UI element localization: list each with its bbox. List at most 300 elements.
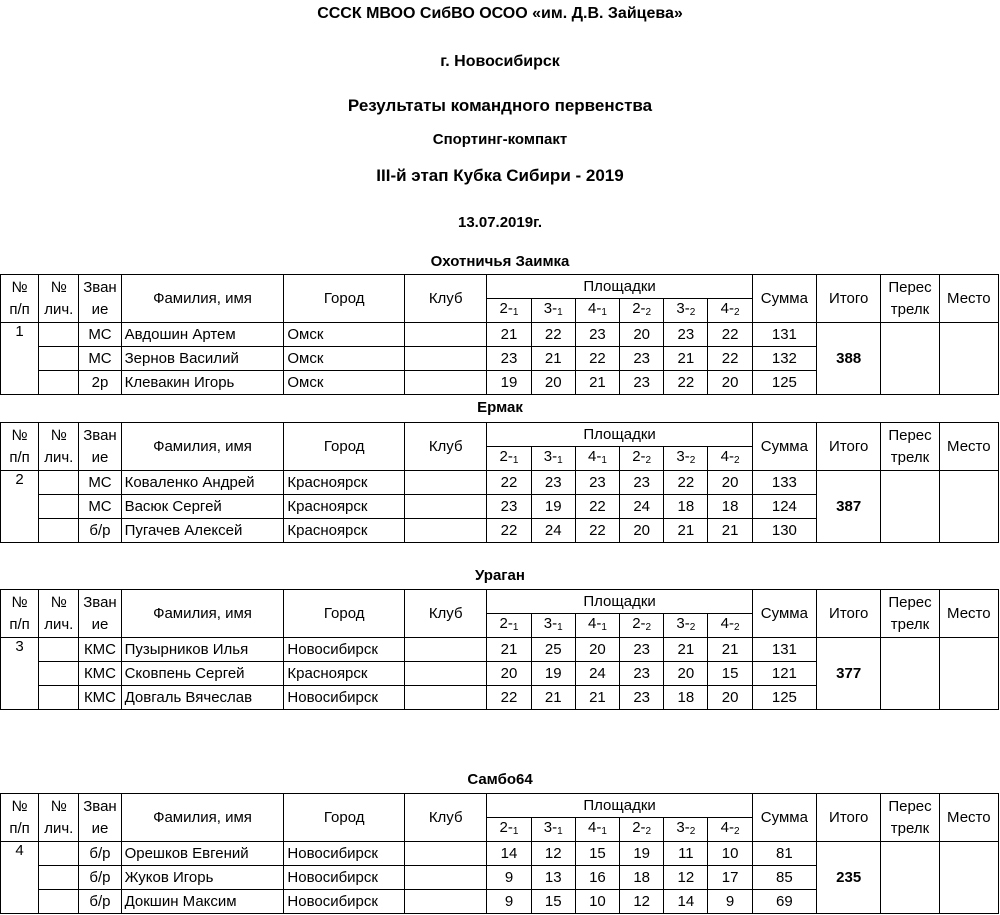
header-line: п/п xyxy=(9,448,30,466)
site-score: 22 xyxy=(664,371,708,395)
site-score: 18 xyxy=(664,495,708,519)
site-label-main: 3- xyxy=(543,299,558,317)
col-sum-header: Сумма xyxy=(752,275,816,323)
site-score: 19 xyxy=(531,662,575,686)
site-label-header xyxy=(487,299,531,323)
site-score: 17 xyxy=(708,866,752,890)
shooter-sum: 130 xyxy=(752,519,816,543)
site-label-sub: 2 xyxy=(689,306,696,318)
col-city-header: Город xyxy=(284,275,405,323)
site-label-sub: 2 xyxy=(733,825,740,837)
site-score: 22 xyxy=(575,519,619,543)
site-score: 24 xyxy=(531,519,575,543)
col-shootoff-header xyxy=(881,275,939,323)
col-place-header: Место xyxy=(939,794,998,842)
site-score: 18 xyxy=(708,495,752,519)
team-name: Ураган xyxy=(475,567,525,584)
header-line: трелк xyxy=(890,615,930,633)
shooter-name: Коваленко Андрей xyxy=(121,471,284,495)
col-num-header xyxy=(1,423,39,471)
site-label-main: 4- xyxy=(587,299,602,317)
place xyxy=(939,471,998,543)
site-score: 15 xyxy=(708,662,752,686)
site-score: 21 xyxy=(708,638,752,662)
header-line: Перес xyxy=(888,278,932,296)
col-sum-header: Сумма xyxy=(752,423,816,471)
site-score: 18 xyxy=(620,866,664,890)
header-line: Перес xyxy=(888,426,932,444)
site-label-header xyxy=(575,447,619,471)
header-line: № xyxy=(11,797,28,815)
site-label-main: 4- xyxy=(720,299,734,317)
site-score: 20 xyxy=(620,519,664,543)
site-label-sub: 2 xyxy=(645,621,652,633)
site-label-main: 2- xyxy=(632,447,646,465)
header-line: ие xyxy=(91,615,109,633)
shooter-city: Красноярск xyxy=(284,495,405,519)
site-label-sub: 1 xyxy=(557,306,563,318)
team-number: 1 xyxy=(1,323,39,395)
personal-number xyxy=(39,519,79,543)
site-label-sub: 1 xyxy=(512,621,519,633)
site-score: 16 xyxy=(575,866,619,890)
site-score: 22 xyxy=(487,519,531,543)
site-score: 12 xyxy=(620,890,664,914)
col-name-header: Фамилия, имя xyxy=(121,423,284,471)
site-score: 20 xyxy=(487,662,531,686)
site-score: 23 xyxy=(620,371,664,395)
col-sum-header: Сумма xyxy=(752,794,816,842)
col-place-header: Место xyxy=(939,275,998,323)
col-city-header: Город xyxy=(284,590,405,638)
shooter-sum: 121 xyxy=(752,662,816,686)
site-label-sub: 2 xyxy=(689,825,696,837)
header-line: Перес xyxy=(888,593,932,611)
shootoff xyxy=(881,323,939,395)
shooter-rank: МС xyxy=(79,347,121,371)
shooter-rank: КМС xyxy=(79,662,121,686)
shooter-sum: 132 xyxy=(752,347,816,371)
col-num-header xyxy=(1,794,39,842)
shooter-name: Пугачев Алексей xyxy=(121,519,284,543)
site-score: 11 xyxy=(664,842,708,866)
personal-number xyxy=(39,495,79,519)
shooter-city: Новосибирск xyxy=(284,638,405,662)
site-label-sub: 2 xyxy=(733,454,740,466)
shooter-sum: 125 xyxy=(752,371,816,395)
header-line: п/п xyxy=(9,300,30,318)
team-results-table xyxy=(0,422,999,543)
header-line: № xyxy=(11,278,28,296)
personal-number xyxy=(39,471,79,495)
site-score: 21 xyxy=(664,347,708,371)
col-rank-header: Звание xyxy=(79,275,121,323)
col-total-header: Итого xyxy=(817,275,881,323)
site-score: 21 xyxy=(664,519,708,543)
site-label-header xyxy=(575,299,619,323)
site-label-main: 2- xyxy=(632,818,646,836)
site-label-sub: 2 xyxy=(645,306,652,318)
shooter-club xyxy=(404,890,486,914)
site-label-header xyxy=(708,299,752,323)
personal-number xyxy=(39,662,79,686)
site-score: 24 xyxy=(575,662,619,686)
event-date: 13.07.2019г. xyxy=(458,214,542,231)
shooter-city: Новосибирск xyxy=(284,842,405,866)
site-score: 20 xyxy=(531,371,575,395)
site-score: 21 xyxy=(575,371,619,395)
shooter-name: Васюк Сергей xyxy=(121,495,284,519)
site-label-sub: 1 xyxy=(557,621,563,633)
site-score: 21 xyxy=(708,519,752,543)
shooter-city: Красноярск xyxy=(284,471,405,495)
team-number: 3 xyxy=(1,638,39,710)
shooter-name: Жуков Игорь xyxy=(121,866,284,890)
site-label-main: 4- xyxy=(587,614,602,632)
site-score: 10 xyxy=(575,890,619,914)
site-label-header xyxy=(664,818,708,842)
col-city-header: Город xyxy=(284,423,405,471)
shooter-name: Довгаль Вячеслав xyxy=(121,686,284,710)
table-row xyxy=(1,471,999,495)
header-line: Зван xyxy=(83,797,117,815)
site-score: 22 xyxy=(708,323,752,347)
header-line: Перес xyxy=(888,797,932,815)
site-score: 23 xyxy=(487,347,531,371)
site-label-sub: 1 xyxy=(601,825,607,837)
col-personal-header xyxy=(39,794,79,842)
site-score: 9 xyxy=(708,890,752,914)
col-total-header: Итого xyxy=(817,423,881,471)
col-num-header xyxy=(1,590,39,638)
site-score: 23 xyxy=(620,638,664,662)
col-personal-header xyxy=(39,423,79,471)
site-score: 15 xyxy=(531,890,575,914)
shooter-sum: 85 xyxy=(752,866,816,890)
site-label-sub: 2 xyxy=(689,454,696,466)
personal-number xyxy=(39,866,79,890)
shooter-sum: 133 xyxy=(752,471,816,495)
table-header-row xyxy=(1,590,999,614)
site-label-main: 4- xyxy=(587,818,602,836)
col-sites-header: Площадки xyxy=(487,423,752,447)
site-score: 19 xyxy=(531,495,575,519)
header-line: п/п xyxy=(9,615,30,633)
site-label-main: 3- xyxy=(676,614,690,632)
site-score: 20 xyxy=(708,686,752,710)
site-label-main: 3- xyxy=(676,447,690,465)
header-line: лич. xyxy=(44,615,74,633)
col-shootoff-header xyxy=(881,794,939,842)
site-label-main: 4- xyxy=(720,614,734,632)
shootoff xyxy=(881,471,939,543)
table-row xyxy=(1,842,999,866)
header-line: № xyxy=(50,426,67,444)
col-sites-header: Площадки xyxy=(487,590,752,614)
site-label-header xyxy=(708,447,752,471)
header-line: ие xyxy=(91,819,109,837)
site-label-main: 4- xyxy=(587,447,602,465)
col-name-header: Фамилия, имя xyxy=(121,794,284,842)
site-label-sub: 1 xyxy=(557,825,563,837)
team-number: 2 xyxy=(1,471,39,543)
table-row xyxy=(1,323,999,347)
shooter-city: Омск xyxy=(284,347,405,371)
city-title: г. Новосибирск xyxy=(440,53,560,70)
col-place-header: Место xyxy=(939,590,998,638)
shooter-rank: б/р xyxy=(79,890,121,914)
site-score: 25 xyxy=(531,638,575,662)
site-score: 23 xyxy=(575,323,619,347)
site-score: 22 xyxy=(664,471,708,495)
shooter-club xyxy=(404,347,486,371)
site-score: 23 xyxy=(620,686,664,710)
table-header-row xyxy=(1,275,999,299)
site-score: 18 xyxy=(664,686,708,710)
personal-number xyxy=(39,347,79,371)
site-label-main: 2- xyxy=(499,818,513,836)
header-line: ие xyxy=(91,448,109,466)
col-city-header: Город xyxy=(284,794,405,842)
site-label-header xyxy=(620,299,664,323)
site-score: 22 xyxy=(575,495,619,519)
site-label-header xyxy=(531,818,575,842)
team-results-table xyxy=(0,274,999,395)
team-name: Ермак xyxy=(477,399,523,416)
site-label-main: 3- xyxy=(543,818,558,836)
site-score: 20 xyxy=(708,471,752,495)
site-score: 21 xyxy=(487,638,531,662)
site-score: 10 xyxy=(708,842,752,866)
site-score: 14 xyxy=(487,842,531,866)
shootoff xyxy=(881,638,939,710)
shooter-club xyxy=(404,638,486,662)
shooter-sum: 131 xyxy=(752,638,816,662)
site-score: 21 xyxy=(531,686,575,710)
site-score: 19 xyxy=(620,842,664,866)
table-header-row xyxy=(1,794,999,818)
shooter-club xyxy=(404,519,486,543)
site-score: 23 xyxy=(620,662,664,686)
site-label-header xyxy=(620,818,664,842)
site-label-sub: 1 xyxy=(557,454,563,466)
org-title: СССК МВОО СибВО ОСОО «им. Д.В. Зайцева» xyxy=(317,5,683,22)
header-line: Зван xyxy=(83,593,117,611)
col-rank-header xyxy=(79,794,121,842)
header-line: п/п xyxy=(9,819,30,837)
col-club-header: Клуб xyxy=(404,275,486,323)
shooter-city: Красноярск xyxy=(284,519,405,543)
header-line: № xyxy=(50,593,67,611)
col-place-header: Место xyxy=(939,423,998,471)
table-header-row xyxy=(1,423,999,447)
shooter-rank: б/р xyxy=(79,519,121,543)
site-label-sub: 1 xyxy=(512,825,519,837)
shooter-rank: КМС xyxy=(79,686,121,710)
site-label-sub: 2 xyxy=(733,621,740,633)
shooter-name: Сковпень Сергей xyxy=(121,662,284,686)
header-line: трелк xyxy=(890,819,930,837)
site-label-main: 4- xyxy=(720,818,734,836)
col-shootoff-header xyxy=(881,590,939,638)
team-results-table xyxy=(0,589,999,710)
col-name-header: Фамилия, имя xyxy=(121,275,284,323)
personal-number xyxy=(39,842,79,866)
site-label-main: 3- xyxy=(543,614,558,632)
site-score: 22 xyxy=(708,347,752,371)
site-label-main: 3- xyxy=(543,447,558,465)
site-label-main: 2- xyxy=(499,299,513,317)
site-score: 14 xyxy=(664,890,708,914)
team-name: Охотничья Заимка xyxy=(430,253,570,270)
col-total-header: Итого xyxy=(817,590,881,638)
shooter-club xyxy=(404,495,486,519)
shooter-name: Орешков Евгений xyxy=(121,842,284,866)
site-label-sub: 1 xyxy=(601,454,607,466)
site-score: 24 xyxy=(620,495,664,519)
site-label-header xyxy=(487,614,531,638)
shooter-city: Красноярск xyxy=(284,662,405,686)
site-label-sub: 1 xyxy=(601,306,607,318)
site-label-header xyxy=(531,299,575,323)
personal-number xyxy=(39,638,79,662)
shooter-city: Омск xyxy=(284,323,405,347)
site-label-sub: 2 xyxy=(645,825,652,837)
shooter-rank: КМС xyxy=(79,638,121,662)
team-number: 4 xyxy=(1,842,39,914)
col-rank-header xyxy=(79,590,121,638)
site-label-main: 2- xyxy=(632,614,646,632)
site-score: 13 xyxy=(531,866,575,890)
site-score: 23 xyxy=(620,471,664,495)
header-line: № xyxy=(50,797,67,815)
shooter-rank: МС xyxy=(79,323,121,347)
site-score: 9 xyxy=(487,866,531,890)
site-score: 23 xyxy=(620,347,664,371)
header-line: лич. xyxy=(44,300,74,318)
shooter-sum: 81 xyxy=(752,842,816,866)
col-club-header: Клуб xyxy=(404,794,486,842)
shooter-city: Омск xyxy=(284,371,405,395)
header-line: лич. xyxy=(44,448,74,466)
site-label-main: 3- xyxy=(676,299,690,317)
col-club-header: Клуб xyxy=(404,423,486,471)
col-sites-header: Площадки xyxy=(487,275,752,299)
site-score: 22 xyxy=(487,686,531,710)
place xyxy=(939,638,998,710)
shooter-club xyxy=(404,371,486,395)
site-label-header xyxy=(531,447,575,471)
col-personal-header xyxy=(39,590,79,638)
shooter-name: Пузырников Илья xyxy=(121,638,284,662)
site-label-main: 4- xyxy=(720,447,734,465)
shooter-rank: б/р xyxy=(79,842,121,866)
discipline-title: Спортинг-компакт xyxy=(432,131,568,148)
site-label-main: 2- xyxy=(632,299,646,317)
header-line: № xyxy=(50,278,67,296)
site-label-sub: 2 xyxy=(645,454,652,466)
site-label-sub: 2 xyxy=(689,621,696,633)
site-score: 21 xyxy=(487,323,531,347)
col-num-header xyxy=(1,275,39,323)
col-sites-header: Площадки xyxy=(487,794,752,818)
shooter-rank: МС xyxy=(79,495,121,519)
personal-number xyxy=(39,323,79,347)
site-label-header xyxy=(664,447,708,471)
shooter-club xyxy=(404,866,486,890)
site-label-header xyxy=(487,447,531,471)
site-label-sub: 2 xyxy=(733,306,740,318)
col-club-header: Клуб xyxy=(404,590,486,638)
shooter-name: Зернов Василий xyxy=(121,347,284,371)
col-name-header: Фамилия, имя xyxy=(121,590,284,638)
site-score: 23 xyxy=(487,495,531,519)
shooter-club xyxy=(404,842,486,866)
site-score: 12 xyxy=(664,866,708,890)
shooter-rank: б/р xyxy=(79,866,121,890)
team-name: Самбо64 xyxy=(467,771,533,788)
site-label-main: 2- xyxy=(499,614,513,632)
site-score: 20 xyxy=(708,371,752,395)
site-label-header xyxy=(575,818,619,842)
shooter-city: Новосибирск xyxy=(284,686,405,710)
col-rank-header xyxy=(79,423,121,471)
site-label-sub: 1 xyxy=(512,454,519,466)
col-personal-header xyxy=(39,275,79,323)
site-label-header xyxy=(620,447,664,471)
place xyxy=(939,842,998,914)
shooter-name: Авдошин Артем xyxy=(121,323,284,347)
site-score: 20 xyxy=(664,662,708,686)
header-line: № xyxy=(11,593,28,611)
site-score: 9 xyxy=(487,890,531,914)
page-title: Результаты командного первенства xyxy=(347,96,653,115)
shooter-club xyxy=(404,323,486,347)
personal-number xyxy=(39,686,79,710)
shooter-club xyxy=(404,686,486,710)
shooter-sum: 131 xyxy=(752,323,816,347)
header-line: Зван xyxy=(83,426,117,444)
site-label-sub: 1 xyxy=(601,621,607,633)
site-score: 12 xyxy=(531,842,575,866)
site-score: 22 xyxy=(487,471,531,495)
shooter-rank: МС xyxy=(79,471,121,495)
site-label-header xyxy=(620,614,664,638)
header-line: лич. xyxy=(44,819,74,837)
place xyxy=(939,323,998,395)
team-total: 235 xyxy=(817,842,881,914)
team-total: 387 xyxy=(817,471,881,543)
site-label-header xyxy=(664,299,708,323)
shooter-sum: 69 xyxy=(752,890,816,914)
header-line: трелк xyxy=(890,300,930,318)
site-label-header xyxy=(664,614,708,638)
site-score: 19 xyxy=(487,371,531,395)
shooter-name: Докшин Максим xyxy=(121,890,284,914)
col-total-header: Итого xyxy=(817,794,881,842)
shootoff xyxy=(881,842,939,914)
shooter-club xyxy=(404,662,486,686)
site-label-header xyxy=(708,818,752,842)
site-label-main: 3- xyxy=(676,818,690,836)
personal-number xyxy=(39,371,79,395)
site-score: 15 xyxy=(575,842,619,866)
site-label-header xyxy=(575,614,619,638)
site-score: 20 xyxy=(620,323,664,347)
site-score: 23 xyxy=(575,471,619,495)
site-score: 23 xyxy=(531,471,575,495)
site-label-header xyxy=(487,818,531,842)
